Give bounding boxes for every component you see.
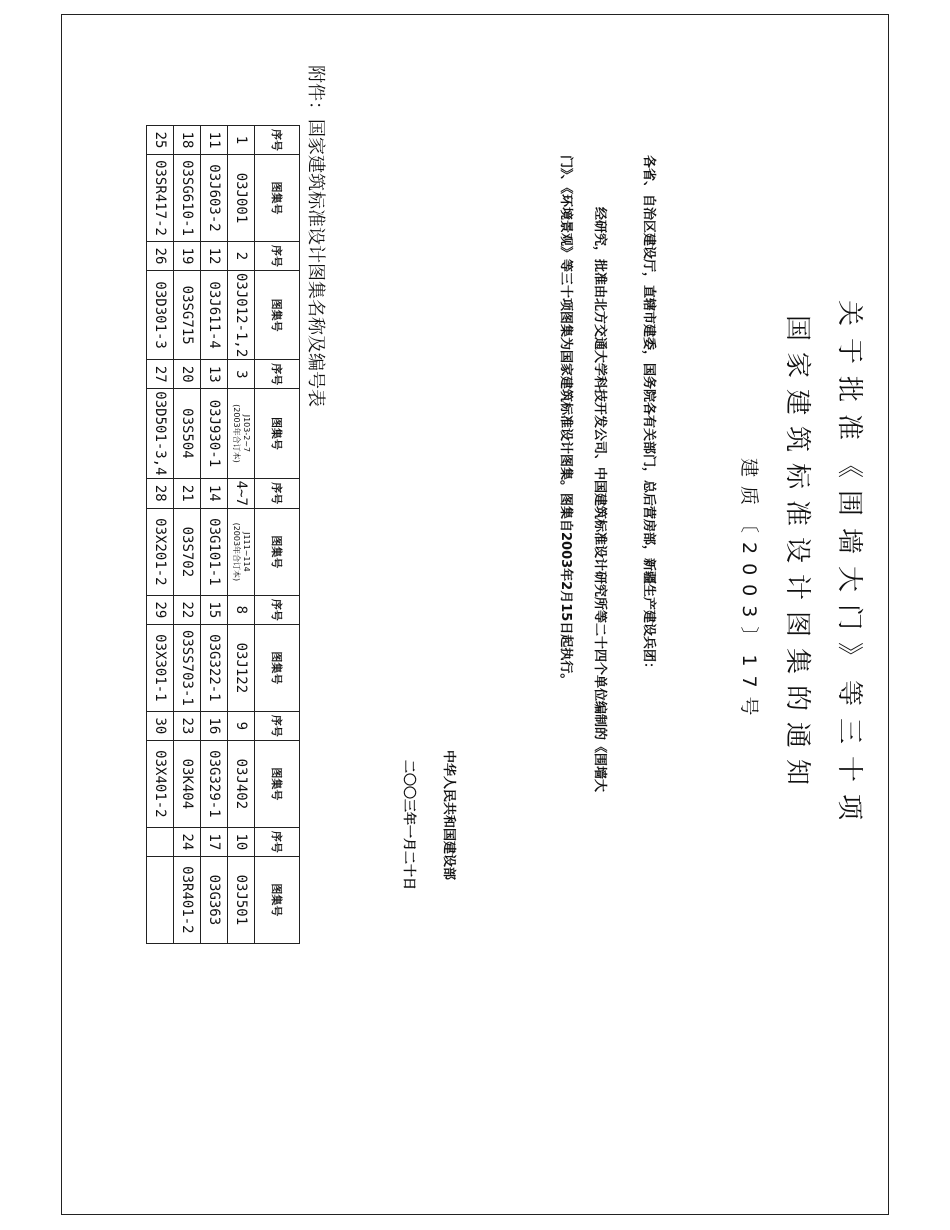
table-row [228,126,255,944]
notice-body: 经研究，批准由北方交通大学科技开发公司、中国建筑标准设计研究所等二十四个单位编制的《围墙大门》、《环境景观》等三十项图集为国家建筑标准设计图集。图集自2003年2月15日起执行。 [558,155,607,793]
signer: 中华人民共和国建设部 [441,750,456,881]
header-cell: 图集号 [255,856,300,943]
atlas-number-cell: 03SG610-1 [174,155,201,242]
serial-cell: 2 [228,242,255,271]
serial-cell [147,827,174,856]
header-cell: 序号 [255,478,300,508]
serial-cell: 14 [201,478,228,508]
serial-cell: 8 [228,595,255,624]
serial-cell: 15 [201,595,228,624]
header-cell: 图集号 [255,389,300,478]
serial-cell: 23 [174,711,201,740]
header-cell: 序号 [255,595,300,624]
header-cell: 图集号 [255,508,300,595]
header-cell: 序号 [255,242,300,271]
header-cell: 序号 [255,827,300,856]
atlas-number-cell: J111~114 (2003年合订本) [228,508,255,595]
atlas-number-cell: 03J603-2 [201,155,228,242]
rotated-page [62,15,890,1216]
header-cell: 序号 [255,711,300,740]
serial-cell: 13 [201,360,228,389]
atlas-number-cell: 03R401-2 [174,856,201,943]
atlas-number-cell: 03G101-1 [201,508,228,595]
serial-cell: 1 [228,126,255,155]
header-cell: 图集号 [255,155,300,242]
atlas-number-cell: 03G329-1 [201,740,228,827]
atlas-number-cell: 03X301-1 [147,624,174,711]
page-frame [61,14,889,1215]
atlas-number-cell: 03D301-3 [147,271,174,360]
atlas-number-cell: 03S702 [174,508,201,595]
atlas-number-cell: 03J611-4 [201,271,228,360]
serial-cell: 3 [228,360,255,389]
atlas-number-cell: 03SS703-1 [174,624,201,711]
notice-title-line1: 关于批准《围墙大门》等三十项 [834,300,864,833]
serial-cell: 25 [147,126,174,155]
atlas-number-cell: 03D501-3,4 [147,389,174,478]
header-cell: 图集号 [255,624,300,711]
header-cell: 图集号 [255,740,300,827]
atlas-number-cell: 03J012-1,2 [228,271,255,360]
atlas-number-cell: 03SG715 [174,271,201,360]
header-cell: 序号 [255,126,300,155]
addressee: 各省、自治区建设厅，直辖市建委，国务院各有关部门，总后营房部，新疆生产建设兵团： [641,155,656,676]
serial-cell: 10 [228,827,255,856]
serial-cell: 24 [174,827,201,856]
table-header-row [255,126,300,944]
serial-cell: 26 [147,242,174,271]
signature-date: 二〇〇三年一月二十日 [401,760,416,891]
atlas-number-cell: 03G363 [201,856,228,943]
serial-cell: 22 [174,595,201,624]
atlas-number-cell: 03K404 [174,740,201,827]
table-row [147,126,174,944]
document-number: 建质〔2003〕17号 [738,458,760,725]
atlas-number-cell [147,856,174,943]
atlas-number-cell: 03J001 [228,155,255,242]
serial-cell: 12 [201,242,228,271]
atlas-number-cell: 03J122 [228,624,255,711]
serial-cell: 18 [174,126,201,155]
serial-cell: 28 [147,478,174,508]
serial-cell: 30 [147,711,174,740]
atlas-table [146,125,300,944]
serial-cell: 20 [174,360,201,389]
atlas-number-cell: 03X201-2 [147,508,174,595]
serial-cell: 17 [201,827,228,856]
header-cell: 图集号 [255,271,300,360]
header-cell: 序号 [255,360,300,389]
serial-cell: 11 [201,126,228,155]
serial-cell: 21 [174,478,201,508]
table-row [201,126,228,944]
atlas-number-cell: 03X401-2 [147,740,174,827]
serial-cell: 9 [228,711,255,740]
atlas-number-cell: 03J930-1 [201,389,228,478]
atlas-number-cell: 03G322-1 [201,624,228,711]
table-row [174,126,201,944]
atlas-number-cell: 03S504 [174,389,201,478]
serial-cell: 29 [147,595,174,624]
notice-title-line2: 国家建筑标准设计图集的通知 [782,315,812,797]
atlas-number-cell: 03J501 [228,856,255,943]
atlas-number-cell: 03J402 [228,740,255,827]
serial-cell: 4~7 [228,478,255,508]
serial-cell: 16 [201,711,228,740]
serial-cell: 27 [147,360,174,389]
attachment-title: 附件：国家建筑标准设计图集名称及编号表 [305,65,326,407]
atlas-number-cell: J103-2~7 (2003年合订本) [228,389,255,478]
atlas-number-cell: 03SR417-2 [147,155,174,242]
serial-cell: 19 [174,242,201,271]
